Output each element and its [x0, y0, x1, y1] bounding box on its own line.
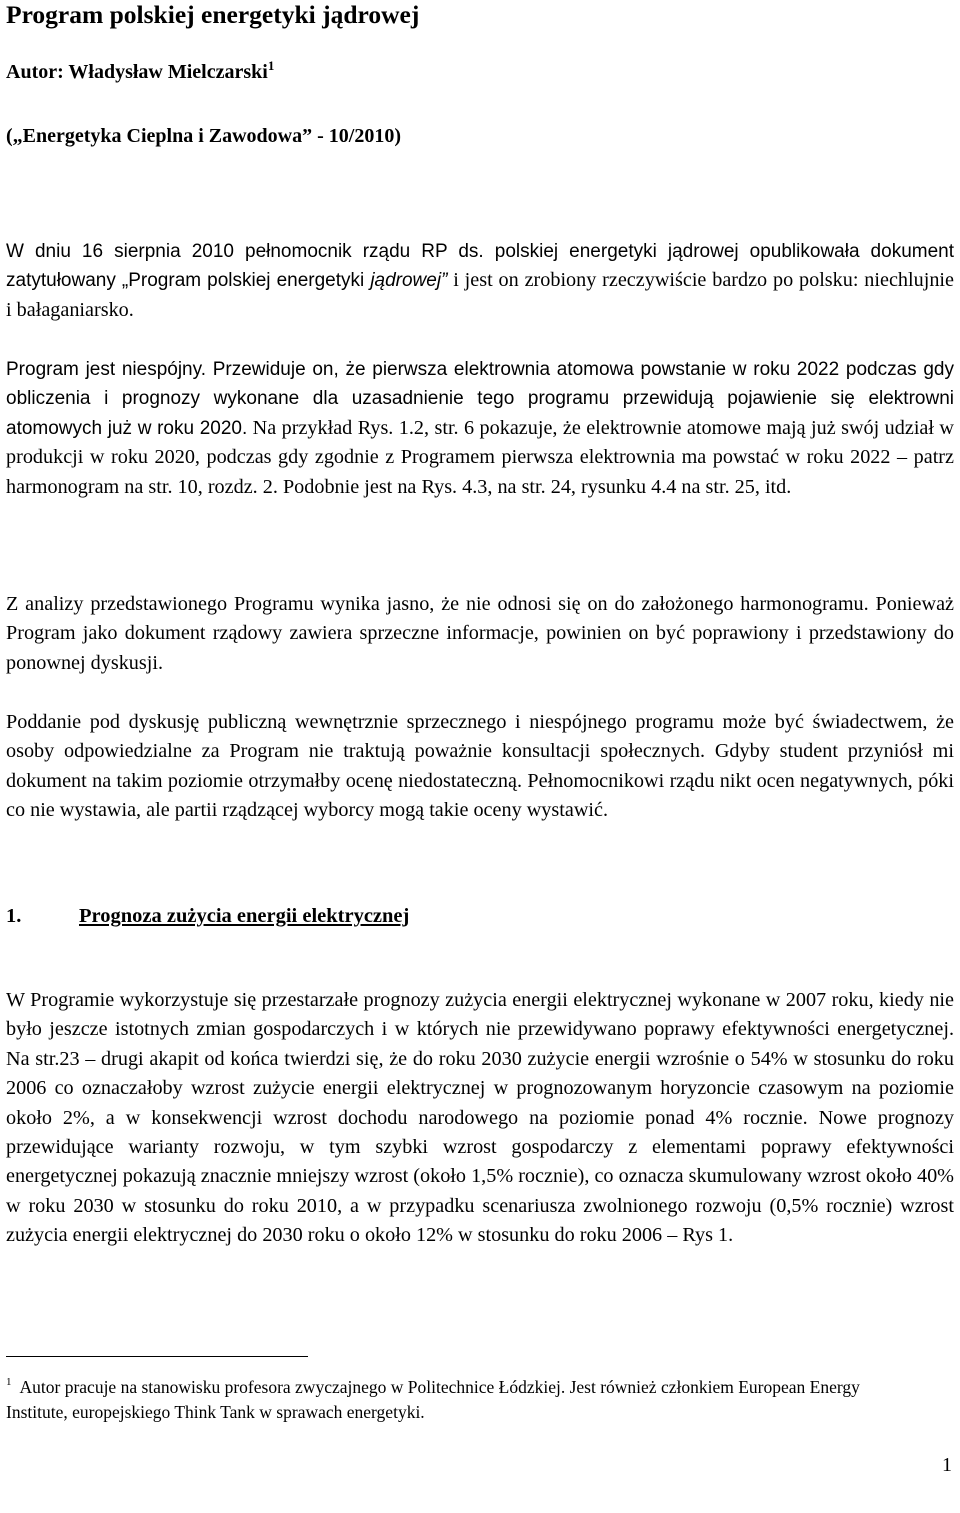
author-name: Autor: Władysław Mielczarski [6, 61, 268, 83]
author-line [6, 58, 274, 84]
intro-p2-end: Na przykład Rys. 1.2, str. 6 pokazuje, że elektrownie atomowe mają już swój udział w produkcji w roku 2020, podczas gdy zgodnie z Programem pierwsza elektrownia ma powstać w roku 2022 – patrz harmonogram na str. 10, rozdz. 2. Podobnie jest na Rys. 4.3, na str. 24, rysunku 4.4 na str. 25, itd. [6, 416, 954, 498]
section-title: Prognoza zużycia energii elektrycznej [79, 905, 410, 927]
intro-paragraph-2 [6, 355, 954, 502]
intro-p2-middle: Przewiduje on, że pierwsza elektrownia atomowa powstanie w roku 2022 podczas gdy obliczenia i prognozy wykonane dla uzasadnienie tego programu przewidują pojawienie się elektrowni atomowych już w roku 2020. [6, 359, 955, 439]
intro-paragraph-3: Z analizy przedstawionego Programu wynika jasno, że nie odnosi się on do założonego harmonogramu. Ponieważ Program jako dokument rządowy zawiera sprzeczne informacje, powinien on być poprawiony i przedstawiony do ponownej dyskusji. [6, 593, 954, 674]
intro-p2-start: Program jest niespójny. [6, 359, 206, 380]
footnote-text: Autor pracuje na stanowisku profesora zwyczajnego w Politechnice Łódzkiej. Jest również członkiem European Energy Institute, europejskiego Think Tank w sprawach energetyki. [6, 1377, 860, 1422]
footnote [6, 1370, 906, 1425]
source-citation: („Energetyka Cieplna i Zawodowa” - 10/2010) [6, 125, 401, 147]
section-paragraph-1: W Programie wykorzystuje się przestarzałe prognozy zużycia energii elektrycznej wykonane w 2007 roku, kiedy nie było jeszcze istotnych zmian gospodarczych i w których nie przewidywano poprawy efektywności energetycznej. Na str.23 – drugi akapit od końca twierdzi się, że do roku 2030 zużycie energii wzrośnie o 54% w stosunku do roku 2006 co oznaczałoby wzrost zużycie energii elektrycznej w prognozowanym horyzoncie czasowym na poziomie około 2%, a w konsekwencji wzrost dochodu narodowego na poziomie ponad 4% rocznie. Nowe prognozy przewidujące warianty rozwoju, w tym szybki wzrost gospodarczy z elementami poprawy efektywności energetycznej pokazują znacznie mniejszy wzrost (około 1,5% rocznie), co oznacza skumulowany wzrost około 40% w roku 2030 w stosunku do roku 2010, a w przypadku scenariusza zwolnionego rozwoju (0,5% rocznie) wzrost zużycia energii elektrycznej do 2030 roku o około 12% w stosunku do roku 2006 – Rys 1. [6, 989, 954, 1247]
intro-paragraph-4: Poddanie pod dyskusję publiczną wewnętrznie sprzecznego i niespójnego programu może być świadectwem, że osoby odpowiedzialne za Program nie traktują poważnie konsultacji społecznych. Gdyby student przyniósł mi dokument na takim poziomie otrzymałby ocenę niedostateczną. Pełnomocnikowi rządu nikt ocen negatywnych, póki co nie wystawia, ale partii rządzącej wyborcy mogą takie oceny wystawić. [6, 711, 954, 822]
section-heading [6, 905, 409, 928]
page-number: 1 [942, 1454, 952, 1476]
footnote-divider [6, 1356, 308, 1357]
document-title: Program polskiej energetyki jądrowej [6, 0, 420, 29]
intro-p1-start: W dniu 16 sierpnia 2010 pełnomocnik rządu RP ds. polskiej energetyki jądrowej opublikowała dokument zatytułowany „Program polskiej energetyki [6, 241, 954, 292]
footnote-mark: 1 [6, 1376, 12, 1388]
intro-p1-end: i jest on zrobiony rzeczywiście bardzo po polsku: niechlujnie i bałaganiarsko. [6, 269, 954, 321]
intro-paragraph-1 [6, 237, 954, 325]
section-number: 1. [6, 905, 22, 927]
footnote-reference: 1 [267, 58, 275, 73]
intro-p1-italic: jądrowej” [370, 270, 448, 292]
